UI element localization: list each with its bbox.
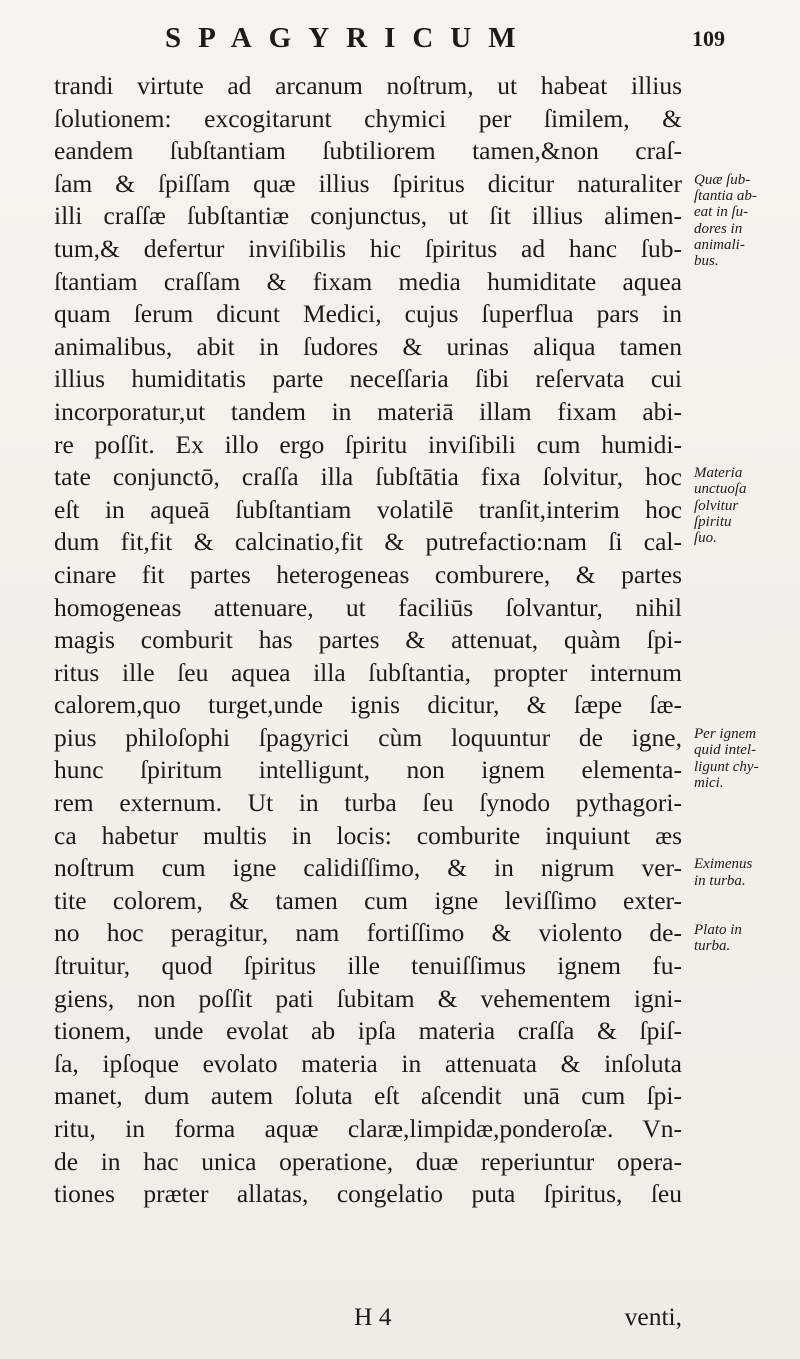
margin-note-line: ſuo. [694,530,717,547]
text-line: ſolutionem: excogitarunt chymici per ſimilem, & [54,103,682,133]
signature-mark: H 4 [354,1302,392,1331]
body-text [54,70,682,1211]
margin-note-line: bus. [694,253,719,270]
text-line: ſtruitur, quod ſpiritus ille tenuiſſimus ignem fu- [54,951,682,981]
margin-note-line: Quæ ſub- [694,171,751,188]
margin-note-line: quid intel- [694,742,757,759]
text-line: ca habetur multis in locis: comburite inquiunt æs [54,820,682,850]
text-line: noſtrum cum igne calidiſſimo, & in nigrum ver- [54,853,682,883]
margin-note [694,172,798,270]
margin-note-line: ſolvitur [694,497,739,514]
text-line: tum,& defertur inviſibilis hic ſpiritus ad hanc ſub- [54,233,682,263]
text-line: tate conjunctō, craſſa illa ſubſtātia fixa ſolvitur, hoc [54,462,682,492]
margin-note-line: turba. [694,937,731,954]
margin-note [694,922,798,955]
text-line: magis comburit has partes & attenuat, quàm ſpi- [54,625,682,655]
margin-note-line: animali- [694,236,745,253]
margin-note-line: Materia [694,465,743,482]
margin-note-line: in turba. [694,872,746,889]
margin-note-line: eat in ſu- [694,204,749,221]
text-line: giens, non poſſit pati ſubitam & vehementem igni- [54,983,682,1013]
text-line: illius humiditatis parte neceſſaria ſibi reſervata cui [54,364,682,394]
text-line: illi craſſæ ſubſtantiæ conjunctus, ut ſit illius alimen- [54,201,682,231]
margin-note [694,856,798,889]
margin-note-line: ligunt chy- [694,758,759,775]
text-line: trandi virtute ad arcanum noſtrum, ut habeat illius [54,71,682,100]
text-line: eſt in aqueā ſubſtantiam volatilē tranſit,interim hoc [54,494,682,524]
text-line: tionem, unde evolat ab ipſa materia craſſa & ſpiſ- [54,1016,682,1046]
text-line: no hoc peragitur, nam fortiſſimo & violento de- [54,918,682,948]
page-number: 109 [692,26,725,51]
margin-note-line: Per ignem [694,726,757,742]
text-line: animalibus, abit in ſudores & urinas aliqua tamen [54,331,682,361]
margin-note-line: ſtantia ab- [694,188,757,205]
text-line: cinare fit partes heterogeneas comburere, & partes [54,559,682,589]
text-line: ſtantiam craſſam & fixam media humiditate aquea [54,266,682,296]
text-line: eandem ſubſtantiam ſubtiliorem tamen,&non craſ- [54,136,682,166]
text-line: ritu, in forma aquæ claræ,limpidæ,ponderoſæ. Vn- [54,1114,682,1143]
margin-note-line: Plato in [694,921,742,938]
margin-note-line: ſpiritu [694,514,732,531]
running-head [165,22,725,62]
margin-note-line: Eximenus [694,856,753,873]
text-line: de in hac unica operatione, duæ reperiuntur opera- [54,1146,682,1176]
text-line: dum fit,fit & calcinatio,fit & putrefactio:nam ſi cal- [54,527,682,557]
text-line: incorporatur,ut tandem in materiā illam fixam abi- [54,396,682,426]
text-line: tiones præter allatas, congelatio puta ſpiritus, ſeu [54,1179,682,1209]
page-footer [54,1302,682,1336]
text-line: manet, dum autem ſoluta eſt aſcendit unā cum ſpi- [54,1081,682,1111]
margin-note [694,726,798,791]
running-title: SPAGYRICUM [165,22,533,54]
text-line: rem externum. Ut in turba ſeu ſynodo pythagori- [54,788,682,818]
text-line: homogeneas attenuare, ut faciliūs ſolvantur, nihil [54,592,682,622]
text-line: calorem,quo turget,unde ignis dicitur, & ſæpe ſæ- [54,690,682,720]
margin-note-line: unctuoſa [694,481,747,498]
margin-note-line: mici. [694,774,724,791]
text-line: re poſſit. Ex illo ergo ſpiritu inviſibili cum humidi- [54,429,682,459]
text-line: pius philoſophi ſpagyrici cùm loquuntur de igne, [54,722,682,752]
text-line: tite colorem, & tamen cum igne leviſſimo exter- [54,885,682,915]
margin-note [694,465,798,546]
text-line: ſa, ipſoque evolato materia in attenuata & inſoluta [54,1048,682,1078]
margin-note-line: dores in [694,220,743,237]
text-line: ſam & ſpiſſam quæ illius ſpiritus dicitur naturaliter [54,168,682,198]
text-line: hunc ſpiritum intelligunt, non ignem elementa- [54,755,682,785]
catchword: venti, [624,1302,682,1331]
text-line: ritus ille ſeu aquea illa ſubſtantia, propter internum [54,657,682,687]
text-line: quam ſerum dicunt Medici, cujus ſuperflua pars in [54,299,682,329]
